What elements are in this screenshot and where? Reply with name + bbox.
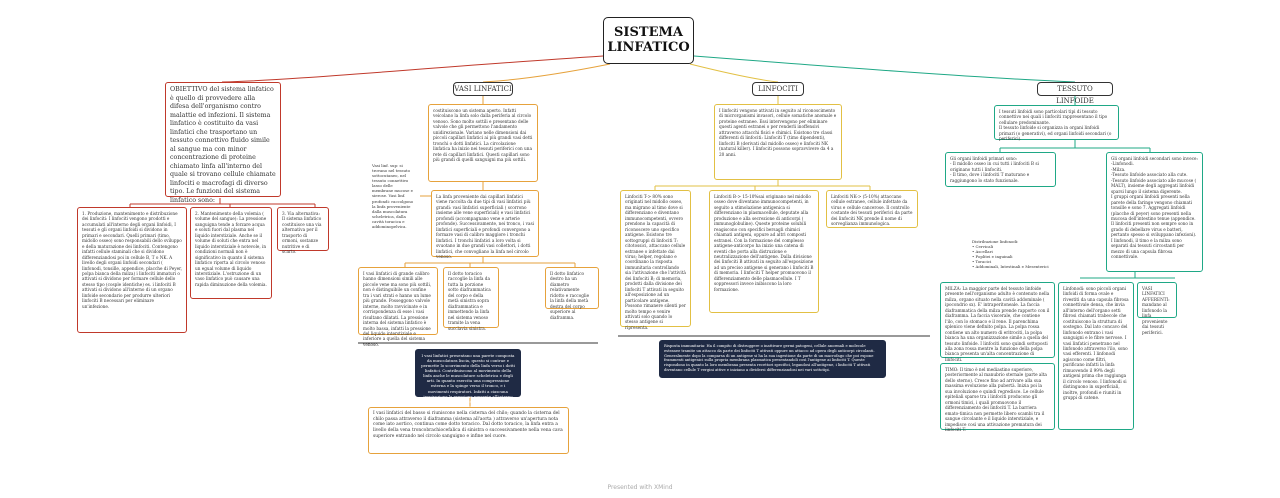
tessuto-intro-node[interactable]: I tessuti linfoidi sono particolari tipi di tessuto connettivo nei quali i linfociti rappresentano il tipo cellulare predominante. Il tessuto linfoide si organizza in organi linfoidi primari (o generativi), ed organi linfoidi secondari (o periferici). [994,105,1119,140]
linfociti-b-node[interactable]: Linfociti B-> 15-10%sai originano nel midollo osseo dove diventano immunocompetenti, in seguito a stimolazione antigenica si differenziano in plasmacellule, deputate alla produzione e alla secrezione di anticorpi ( immunoglobuline). Queste proteine solubili reagiscono con specifici bersagli chimici chiamati antigeni, oppure ad altri composti estranei. Con la formazione del complesso antigene-anticorpo ha inizio una catena di eventi che porta alla distruzione e neutralizzazione dell'antigene. Dalla divisione dei linfociti B attivati in seguito all'esposizione ad un preciso antigene si generano i linfociti B di memoria. I linfociti T helper promuovono il differenziamento delle plasmacellule. I T soppressori invece inibiscono la loro formazione. [709,190,819,313]
vasi-intro-node[interactable]: costituiscono un sistema aperto. Infatti veicolano la linfa solo dalla periferia al circolo venoso. Sono molto sottili e presentano delle valvole che gli permettono l'andamento unidirezionale. Variano nelle dimensioni dai piccoli capillari linfatici ai più grandi vasi detti tronchi o dotti linfatici. La circolazione linfatica ha inizio nei tessuti periferici con una rete di capillari linfatici. Questi capillari sono più grandi di quelli sanguigni ma più sottili. [428,104,538,182]
function-node-1[interactable]: 1. Produzione, mantenimento e distribuzione dei linfociti: I linfociti vengono prodotti e accumulati all'interno degli organi linfoidi, I tessuti e gli organi linfoidi si dividono in primari e secondari. Quelli primari (timo, midollo osseo) sono responsabili dello sviluppo e della maturazione dei linfociti. Contengono infatti cellule staminali che si dividono differenziandosi poi in cellule B, T o NK. A livello degli organi linfoidi secondari ( linfonodi, tonsille, appendice, placche di Peyer, polpa bianca della milza) i linfociti immaturi o attivati si dividono per formare cellule dello stesso tipo (cosple identiche) es. i linfociti B attivati si dividono all'interno di un organo linfoide secondario per produrre ulteriori linfociti B necessari per eliminare un'infezione. [77,207,187,333]
objective-node[interactable]: OBIETTIVO del sistema linfatico è quello di provvedere alla difesa dell'organismo contro malattie ed infezioni. Il sistema linfatico è costituito da vasi linfatici che trasportano un tessuto connettivo fluido simile al sangue ma con minor concentrazione di proteine chiamato linfa all'interno del quale si trovano cellule chiamate linfociti e macrofagi di diverso tipo. Le funzioni del sistema linfatico sono: [165,82,281,197]
branch-vasi-linfatici[interactable]: VASI LINFATICI [453,82,513,96]
vasi-sub-node-2[interactable]: Il dotto toracico raccoglie la linfa da tutta la porzione sotto diaframmatica del corpo e della metà sinistra sopra diaframmatica e immettendo la linfa nel sistema venoso tramite la vena succlavia sinistra. [443,267,499,328]
linfonodi-distribution[interactable]: Distribuzione linfonodi: • Cervicali • Ascellari • Poplitei e inguinali • Toracici • Addominali, Intestinali e Mesenterici [972,239,1049,270]
timo-node[interactable]: TIMO: Il timo è nel mediastino superiore, posteriormente al manubrio sternale (parte alta dello sterno). Cresce fino ad arrivare alla sua massima evoluzione alla pubertà. Inizia poi la sua involuzione e quindi regredisce. Le cellule epiteliali sparse tra i linfociti producono gli ormoni timici, i quali promuovono il differenziamento dei linfociti T. La barriera emato-timica non permette libero scambi tra il sangue circolante e il liquido interstiziale, e impedisce così una attivazione prematura dei linfociti T. [940,363,1055,430]
linfociti-nk-node[interactable]: Linfociti NK-> (5-10%) attaccano cellule estranee, cellule infettate da virus e cellule cancerose. Il controllo costante dei tessuti periferici da parte dei linfociti NK prende il nome di sorveglianza immunologica. [826,190,918,228]
vasi-collect-node[interactable]: La linfa proveniente dai capillari linfatici viene raccolta da due tipi di vasi linfatici più grandi: vasi linfatici superficiali ( scorrono insieme alle vene superficiali) e vasi linfatici profondi (accompagnano vene e arterie profonde). Successivamente, nei tronco, i vasi linfatici superficiali e profondi convergono a formare vasi di calibro maggiore i tronchi linfatici. I tronchi linfatici a loro volta si svuotano in due grandi vasi collettori, i dotti linfatici, che convogliano la linfa nel circolo venoso. [431,190,539,257]
linfociti-t-node[interactable]: Linfociti T-> 80% sono originati nel midollo osseo, ma migrano al timo dove si differenziano e diventano immunocompetenti, ovvero prendono la capacità di riconoscere uno specifico antigene. Esistono tre sottogruppi di linfociti T: citotossici, attaccano cellule estranee o infettate dai virus; helper, regolano e coordinano la risposta immunitaria controllando sia l'attivazione che l'attività dei linfociti B; di memoria, prodotti dalla divisione dei linfociti T attivati in seguito all'esposizione ad un particolare antigene. Possono rimanere silenti per molto tempo e venire attivati solo quando lo stesso antigene si ripresenta. [620,190,691,327]
vasi-sub-node-1[interactable]: I vasi linfatici di grande calibro hanno dimensioni simili alle piccole vene ma sono più sottili, non è distinguibile un confine tra i vari strati e hanno un lume più grande. Posseggono valvole interne, molto ravvicinate e in corrispondenza di esse i vasi risultano dilatati. La pressione interna del sistema linfatico è molto bassa, infatti la pressione del liquido interstiziale e inferiore a quella del sistema venoso. [358,267,438,335]
root-topic[interactable]: SISTEMA LINFATICO [603,17,694,64]
branch-linfociti[interactable]: LINFOCITI [752,82,804,96]
vasi-dark-note[interactable]: I vasi linfatici presentano una parete composta da muscolatura liscia, questo si contrae e permette lo scorrimento della linfa verso i dotti linfatici. Contribuiscono al movimento della linfa anche le muscolature scheletrica e degli arti. In quanto esercita una compressione esterna e la spinge verso il tronco, e i movimenti respiratori. Infatti a ciascuna inspirazione la pressione presente all'interno della cavità toracica scende e la linfa viene [415,349,521,397]
linfonodi-node[interactable]: Linfonodi: sono piccoli organi linfoidi di forma ovale e rivestiti da una capsula fibrosa connettivale densa, che invia all'interno dell'organo setti fibrosi chiamati trabecole che costituiscono la struttura di sostegno. Dal lato concavo del linfonodo entrano i vasi sanguigni e le fibre nervose. I vasi linfatici penetrano nel linfonodo attraverso l'ilo, sono vasi efferenti. I linfonodi agiscono come filtri, purificano infatti la linfa rimuovendo il 99% degli antigeni prima che raggiunga il circolo venoso. I linfonodi si distinguono in superficiali, inoltre, profondi e riuniti in gruppi di catene. [1058,282,1134,430]
vasi-afferenti-node[interactable]: VASI LINFATICI AFFERENTI: mandano al linfonodo la linfa proveniente dai tessuti periferici. [1137,282,1177,318]
function-node-3[interactable]: 3. Via alternativa: Il sistema linfatico costituisce una via alternativa per il trasporto di ormoni, sostanze nutritive e di scarto. [277,207,329,251]
tessuto-secondary-node[interactable]: Gli organi linfoidi secondari sono invece: -Linfonodi. -Milza. -Tessuto linfoide associato alla cute. -Tessuto linfoide associato alle mucose ( MALT), insieme degli aggregati linfoidi sparsi lungo il sistema digerente. I gruppi organi linfoidi presenti nella parete della faringe vengono chiamati tonsille e sono 7. Aggregati linfoidi (placche di peyer) sono presenti nella mucosa dell'intestino tenue (appendice. Il linfociti presenti non sempre sono in grado di debellare virus e batteri, pertanto spesso si sviluppano infezioni). I linfonodi, il timo e la milza sono separati dai tessuti circostanti per mezzo di una capsula fibrosa connettivale. [1106,152,1203,272]
function-node-2[interactable]: 2. Mantenimento della volemia ( volume del sangue): La pressione sanguigna tende a forzare acqua e soluti fuori dal plasma nel liquido interstiziale. Anche se il volume di soluti che entra nel liquido interstiziale è notevole, in condizioni normali non è significativo in quanto il sistema linfatico riporta al circolo venoso un egual volume di liquido interstiziale. L'ostruzione di un vaso linfatico può causare una rapida diminuzione della volemia. [190,207,272,299]
vasi-sub-node-3[interactable]: Il dotto linfatico destro ha un diametro relativamente ridotto e raccoglie la linfa della metà destra del corpo superiore al diaframma. [545,267,599,309]
linfociti-intro-node[interactable]: I linfociti vengono attivati in seguito al riconoscimento di microrganismi invasori, cellule somatiche anomale e proteine estranee. Essi intervengono per eliminare questi agenti estranei o per renderli inoffensivi attraverso attacchi fisici e chimici. Esistono tre classi differenti di linfociti: Linfociti T (timo dipendenti), linfociti B (derivati dal midollo osseo) e linfociti NK (natural killer). I linfociti possono sopravvivere da 4 a 20 anni. [714,104,842,180]
linfociti-dark-note[interactable]: Risposta immunitaria: Ha il compito di distruggere o inattivare germi patogeni, cellule anormali e molecole estranee tramite un attacco da parte dei linfociti T attivati oppure un attacco ad opera degli anticorpi circolanti. Generalmente dopo la comparsa di un antigene si ha la sua ingestione da parte di un macrofago che poi espone frammenti antigenici sulla propria membrana plasmatica presentandoli così l'antigene ai linfociti T. Queste rispondono in quanto la loro membrana presenta recettori specifici, legandosi all'antigene, i linfociti T attivati diventano cellule T vergini attive e iniziano a dividersi differenziandosi nei vari sottotipi. [659,340,886,378]
vasi-side-note[interactable]: Vasi linf. sup: si trovano nel tessuto sottocutaneo, nel tessuto connettivo lasso delle membrane mucose e sierose. Vasi linf. profondi: raccolgono la linfa proveniente dalla muscolatura scheletrica, dalla cavità toracica e addominopelvica. [372,163,415,229]
footer-credit: Presented with XMind [607,484,673,491]
milza-node[interactable]: MILZA: La maggior parte del tessuto linfoide presente nell'organismo adulto è contenuto nella milza, organo situato nella cavità addominale ( ipocondrio sx). E' intraperitoneale. La faccia diaframmatica della milza prende rapporto con il diaframma. La faccia viscerale, che contiene l'ilo, con lo stomaco e il rene. Il parenchima splenico viene definito polpa. La polpa rossa contiene un alto numero di eritrociti, la polpa bianca ha una organizzazione simile a quella del tessuto linfoide. I linfociti sono quindi sottoposti alla zona rossa mentre la funzione della polpa bianca presenta un'alta concentrazione di linfociti. [940,282,1055,358]
tessuto-primary-node[interactable]: Gli organi linfoidi primari sono: - Il midollo osseo in cui tutti i linfociti B si originano tutti i linfociti. - Il timo, dove i linfociti T maturano e raggiungono lo stato funzionale. [945,152,1056,187]
vasi-bottom-node[interactable]: I vasi linfatici del basso si riuniscono nella cisterna del chilo; quando la cisterna del chilo passa attraverso il diaframma (sistema all'aorta ) attraverso un'apertura nota come iato aortico, continua come dotto toracico. Dal dotto toracico, la linfa entra a livello della vena troncobrachiocefalica di sinistra o successivamente nella vena cava superiore entrando nel circolo sanguigno e infine nel cuore. [368,407,569,454]
branch-tessuto-linfoide[interactable]: TESSUTO LINFOIDE [1037,82,1113,96]
